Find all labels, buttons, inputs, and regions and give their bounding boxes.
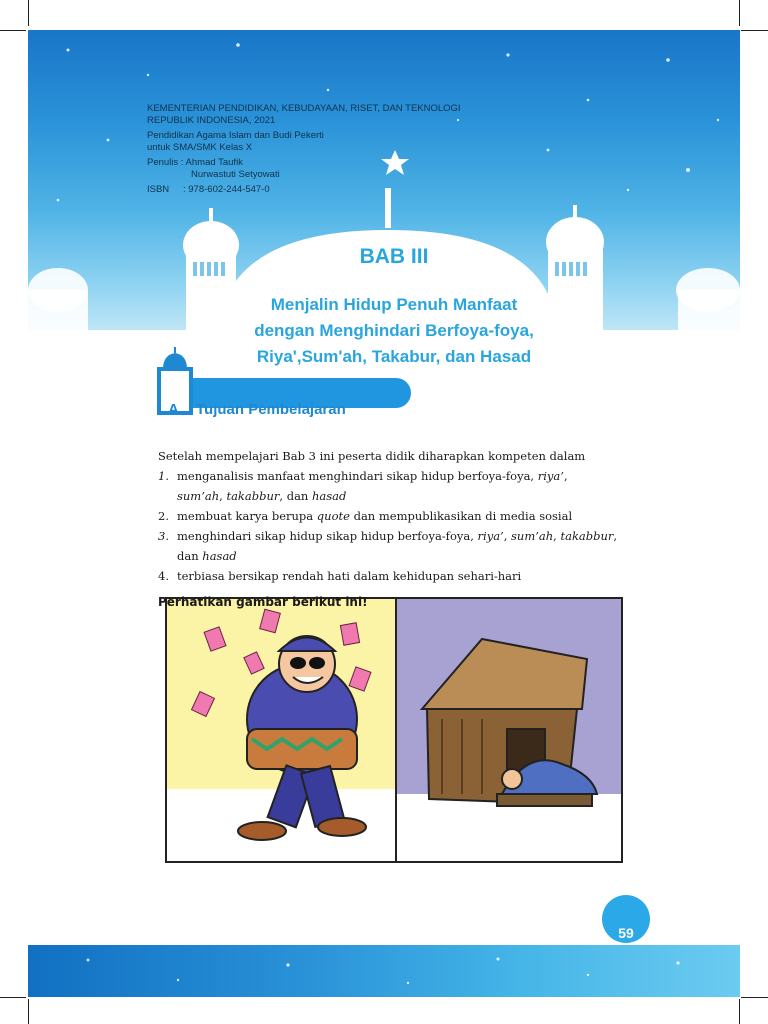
book-title-line: untuk SMA/SMK Kelas X	[147, 142, 253, 153]
chapter-label: BAB III	[359, 245, 429, 268]
text-run-italic: riya’	[477, 529, 504, 543]
footer-stars	[28, 945, 740, 997]
list-item-text	[177, 506, 628, 526]
text-run-italic: sum’ah	[511, 529, 554, 543]
text-run: ,	[503, 529, 512, 543]
page-number: 59	[618, 925, 634, 941]
isbn-label: ISBN	[147, 184, 170, 195]
crop-mark	[741, 30, 768, 31]
text-run: ,	[553, 529, 561, 543]
list-number: 3.	[158, 529, 169, 543]
list-item-text	[177, 526, 628, 566]
figure-caption: Perhatikan gambar berikut ini!	[158, 595, 368, 609]
text-run-italic: hasad	[311, 489, 347, 503]
learning-objectives	[158, 446, 628, 586]
small-moon-icon	[104, 220, 128, 252]
crop-mark	[28, 999, 29, 1024]
list-item	[158, 466, 628, 506]
section-heading	[168, 400, 346, 420]
crop-mark	[0, 30, 26, 31]
footer-band	[28, 945, 740, 997]
author-line: Penulis : Ahmad Taufik	[147, 157, 243, 168]
ministry-line: KEMENTERIAN PENDIDIKAN, KEBUDAYAAN, RISET, DAN TEKNOLOGI	[147, 103, 461, 114]
crop-mark	[0, 997, 26, 998]
text-run: ,	[563, 469, 568, 483]
text-run-italic: quote	[316, 509, 350, 523]
list-item	[158, 506, 628, 526]
intro-text: Setelah mempelajari Bab 3 ini peserta didik diharapkan kompeten dalam	[158, 449, 586, 463]
list-item-text: terbiasa bersikap rendah hati dalam kehidupan sehari-hari	[177, 569, 522, 583]
ministry-line: REPUBLIK INDONESIA, 2021	[147, 115, 276, 126]
comic-panels	[167, 599, 621, 861]
text-run: ,	[613, 529, 618, 543]
text-run-italic: sum’ah	[177, 489, 220, 503]
text-run: , dan	[279, 489, 312, 503]
text-run: dan mempublikasikan di media sosial	[349, 509, 573, 523]
book-title-line: Pendidikan Agama Islam dan Budi Pekerti	[147, 130, 324, 141]
chapter-title-line: dengan Menghindari Berfoya-foya,	[254, 321, 534, 340]
small-moon-icon	[644, 220, 668, 252]
crop-mark	[28, 0, 29, 26]
publication-info	[147, 103, 497, 196]
chapter-title	[200, 292, 588, 370]
list-item	[158, 566, 628, 586]
crop-mark	[739, 0, 740, 26]
author-line: Nurwastuti Setyowati	[191, 169, 280, 180]
comparison-illustration	[165, 597, 623, 863]
list-number: 4.	[158, 569, 169, 583]
crop-mark	[741, 997, 768, 998]
isbn-line	[147, 184, 497, 196]
chapter-title-line: Menjalin Hidup Penuh Manfaat	[270, 295, 518, 314]
list-item	[158, 526, 628, 566]
isbn-value: : 978-602-244-547-0	[183, 184, 270, 195]
text-run-italic: hasad	[202, 549, 237, 563]
text-run: menghindari sikap hidup sikap hidup berfoya-foya,	[177, 529, 478, 543]
list-number: 1.	[158, 469, 169, 483]
text-run: dan	[177, 549, 203, 563]
text-run-italic: takabbur	[226, 489, 280, 503]
text-run: ,	[219, 489, 227, 503]
section-title: Tujuan Pembelajaran	[196, 401, 346, 418]
chapter-title-line: Riya',Sum'ah, Takabur, dan Hasad	[256, 347, 532, 366]
text-run-italic: takabbur	[560, 529, 614, 543]
text-run: menganalisis manfaat menghindari sikap hidup berfoya-foya,	[177, 469, 538, 483]
text-run: membuat karya berupa	[177, 509, 317, 523]
section-letter: A.	[168, 401, 183, 418]
list-item-text	[177, 466, 628, 506]
list-number: 2.	[158, 509, 169, 523]
text-run-italic: riya’	[537, 469, 564, 483]
crop-mark	[739, 999, 740, 1024]
